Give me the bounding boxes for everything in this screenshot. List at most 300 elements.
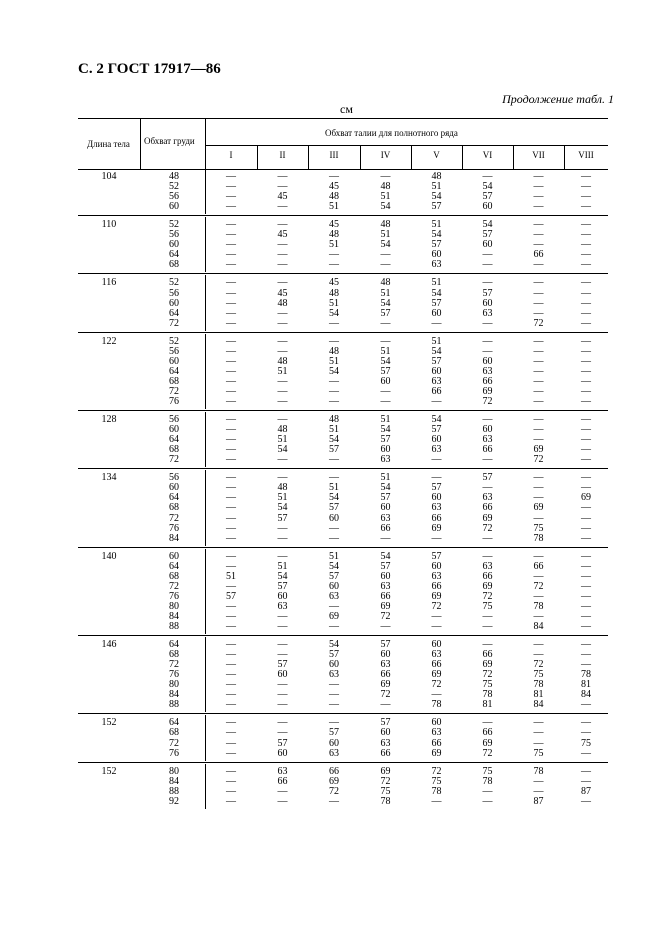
waist-value: — xyxy=(581,472,591,484)
waist-value: — xyxy=(533,649,544,661)
waist-value: 81 xyxy=(581,679,591,691)
waist-value: — xyxy=(581,590,591,602)
waist-value: 66 xyxy=(431,512,442,524)
waist-value: 57 xyxy=(482,472,493,484)
waist-value: — xyxy=(482,277,493,289)
waist-value: — xyxy=(329,472,339,484)
waist-value: — xyxy=(581,287,591,299)
waist-value: — xyxy=(581,659,591,671)
waist-value: 54 xyxy=(380,355,391,367)
waist-value: — xyxy=(581,717,591,729)
waist-value: — xyxy=(226,775,236,787)
waist-value: 60 xyxy=(380,649,391,661)
waist-value: — xyxy=(329,795,339,807)
waist-value: — xyxy=(226,649,236,661)
waist-value: 69 xyxy=(482,512,493,524)
waist-value: 48 xyxy=(329,229,339,241)
waist-value: — xyxy=(277,345,288,357)
waist-value: — xyxy=(533,181,544,193)
chest-value: 88 xyxy=(169,785,179,797)
document-header: С. 2 ГОСТ 17917—86 xyxy=(78,61,221,77)
waist-value: 54 xyxy=(482,219,493,231)
waist-value: 54 xyxy=(431,229,442,241)
waist-value: 60 xyxy=(482,355,493,367)
waist-value: 63 xyxy=(431,444,442,456)
waist-value: — xyxy=(581,795,591,807)
waist-value: — xyxy=(533,610,544,622)
size-group-header: VII xyxy=(532,150,545,160)
waist-value: 57 xyxy=(329,502,339,514)
waist-value: 48 xyxy=(380,219,391,231)
waist-value: — xyxy=(277,522,288,534)
waist-value: 48 xyxy=(431,171,442,182)
waist-value: 51 xyxy=(380,229,391,241)
waist-value: 78 xyxy=(533,679,544,691)
body-divider xyxy=(205,637,206,712)
waist-value: 63 xyxy=(329,747,339,759)
waist-value: 69 xyxy=(533,502,544,514)
waist-value: 57 xyxy=(482,287,493,299)
waist-value: — xyxy=(277,201,288,213)
waist-value: — xyxy=(581,191,591,203)
waist-value: 51 xyxy=(380,414,391,426)
size-group-header: III xyxy=(329,150,339,160)
waist-value: 63 xyxy=(431,375,442,387)
waist-value: 54 xyxy=(277,444,288,456)
waist-value: 60 xyxy=(329,580,339,592)
waist-value: — xyxy=(277,249,288,261)
waist-value: — xyxy=(277,679,288,691)
body-length-value: 140 xyxy=(101,550,117,562)
waist-value: — xyxy=(581,747,591,759)
waist-value: — xyxy=(533,385,544,397)
length-column-header: Длина тела xyxy=(87,139,130,149)
waist-value: — xyxy=(431,532,442,544)
body-length-value: 104 xyxy=(101,171,117,182)
waist-value: — xyxy=(581,532,591,544)
waist-value: — xyxy=(226,259,236,271)
waist-value: 60 xyxy=(380,375,391,387)
waist-value: — xyxy=(226,297,236,309)
waist-value: — xyxy=(533,414,544,426)
waist-value: 69 xyxy=(431,590,442,602)
waist-value: — xyxy=(581,277,591,289)
waist-value: 51 xyxy=(329,297,339,309)
body-length-value: 110 xyxy=(101,219,117,231)
body-length-value: 152 xyxy=(101,717,117,729)
waist-value: 72 xyxy=(329,785,339,797)
chest-value: 68 xyxy=(169,649,179,661)
waist-value: — xyxy=(226,345,236,357)
waist-value: — xyxy=(380,171,391,182)
waist-value: 57 xyxy=(380,434,391,446)
waist-value: — xyxy=(533,191,544,203)
waist-value: 78 xyxy=(533,765,544,777)
waist-value: 60 xyxy=(380,444,391,456)
waist-value: — xyxy=(226,277,236,289)
waist-value: — xyxy=(277,717,288,729)
chest-value: 80 xyxy=(169,679,179,691)
waist-value: — xyxy=(329,689,339,701)
waist-value: — xyxy=(226,424,236,436)
chest-value: 76 xyxy=(169,590,179,602)
waist-value: — xyxy=(581,512,591,524)
waist-value: — xyxy=(329,621,339,632)
waist-value: — xyxy=(581,219,591,231)
waist-value: 57 xyxy=(380,717,391,729)
waist-value: — xyxy=(533,424,544,436)
header-divider-2 xyxy=(205,118,206,169)
waist-value: — xyxy=(226,249,236,261)
waist-value: 63 xyxy=(482,492,493,504)
waist-value: 48 xyxy=(277,482,288,494)
waist-value: — xyxy=(482,259,493,271)
waist-value: 72 xyxy=(533,580,544,592)
waist-value: 57 xyxy=(329,649,339,661)
waist-value: 60 xyxy=(380,502,391,514)
waist-value: — xyxy=(482,785,493,797)
waist-value: 69 xyxy=(329,610,339,622)
waist-value: 78 xyxy=(482,775,493,787)
waist-value: 66 xyxy=(482,502,493,514)
waist-value: 69 xyxy=(482,659,493,671)
waist-value: — xyxy=(581,550,591,562)
waist-value: — xyxy=(533,201,544,213)
waist-value: 63 xyxy=(431,727,442,739)
chest-value: 88 xyxy=(169,621,179,632)
waist-value: 60 xyxy=(482,239,493,251)
waist-value: — xyxy=(226,492,236,504)
waist-value: — xyxy=(581,375,591,387)
waist-value: — xyxy=(277,454,288,466)
waist-value: 75 xyxy=(431,775,442,787)
waist-value: — xyxy=(482,482,493,494)
waist-value: 48 xyxy=(329,287,339,299)
waist-value: 48 xyxy=(380,277,391,289)
waist-value: 54 xyxy=(380,550,391,562)
body-divider xyxy=(205,715,206,760)
waist-value: — xyxy=(226,414,236,426)
waist-value: — xyxy=(226,522,236,534)
chest-value: 72 xyxy=(169,580,179,592)
chest-value: 52 xyxy=(169,335,179,347)
waist-value: — xyxy=(226,317,236,329)
waist-value: 60 xyxy=(380,727,391,739)
waist-value: — xyxy=(581,317,591,329)
waist-value: 84 xyxy=(533,699,544,711)
waist-value: 57 xyxy=(277,512,288,524)
waist-value: — xyxy=(431,689,442,701)
waist-value: 54 xyxy=(329,492,339,504)
waist-value: 51 xyxy=(277,492,288,504)
waist-value: — xyxy=(277,239,288,251)
waist-value: — xyxy=(533,482,544,494)
waist-value: 45 xyxy=(329,277,339,289)
waist-value: 75 xyxy=(380,785,391,797)
waist-value: 66 xyxy=(380,590,391,602)
waist-value: 72 xyxy=(431,600,442,612)
waist-value: — xyxy=(277,317,288,329)
waist-value: — xyxy=(581,649,591,661)
body-length-value: 134 xyxy=(101,472,117,484)
waist-value: 66 xyxy=(482,375,493,387)
waist-value: 69 xyxy=(581,492,591,504)
waist-value: — xyxy=(277,699,288,711)
waist-group-header: Обхват талии для полнотного ряда xyxy=(325,128,458,138)
waist-value: — xyxy=(329,522,339,534)
waist-value: 63 xyxy=(329,669,339,681)
waist-value: — xyxy=(533,277,544,289)
waist-value: 48 xyxy=(329,191,339,203)
waist-value: 60 xyxy=(431,365,442,377)
waist-value: 87 xyxy=(533,795,544,807)
waist-value: — xyxy=(380,621,391,632)
waist-value: — xyxy=(226,580,236,592)
waist-value: — xyxy=(329,396,339,407)
waist-value: 57 xyxy=(431,201,442,213)
waist-value: — xyxy=(226,287,236,299)
waist-value: 63 xyxy=(329,590,339,602)
waist-value: — xyxy=(226,560,236,572)
waist-value: — xyxy=(581,621,591,632)
waist-value: — xyxy=(277,307,288,319)
waist-value: — xyxy=(277,396,288,407)
waist-value: 54 xyxy=(329,560,339,572)
waist-value: 69 xyxy=(482,737,493,749)
waist-value: — xyxy=(581,171,591,182)
waist-value: 69 xyxy=(431,747,442,759)
waist-value: — xyxy=(277,414,288,426)
waist-value: — xyxy=(329,532,339,544)
waist-value: — xyxy=(482,414,493,426)
waist-value: 63 xyxy=(431,649,442,661)
waist-value: 45 xyxy=(329,181,339,193)
waist-value: 60 xyxy=(277,590,288,602)
waist-value: — xyxy=(380,532,391,544)
waist-value: — xyxy=(431,610,442,622)
waist-value: — xyxy=(533,550,544,562)
waist-value: — xyxy=(533,335,544,347)
waist-value: — xyxy=(226,472,236,484)
chest-value: 60 xyxy=(169,424,179,436)
waist-value: — xyxy=(581,239,591,251)
waist-value: — xyxy=(226,191,236,203)
waist-value: 72 xyxy=(380,775,391,787)
waist-value: — xyxy=(226,689,236,701)
chest-value: 76 xyxy=(169,522,179,534)
chest-value: 56 xyxy=(169,191,179,203)
chest-value: 56 xyxy=(169,345,179,357)
chest-value: 60 xyxy=(169,239,179,251)
waist-value: — xyxy=(581,699,591,711)
waist-value: — xyxy=(533,717,544,729)
chest-value: 60 xyxy=(169,297,179,309)
waist-value: — xyxy=(226,181,236,193)
waist-value: 54 xyxy=(329,434,339,446)
waist-value: — xyxy=(329,317,339,329)
block-separator xyxy=(78,635,608,636)
body-length-value: 152 xyxy=(101,765,117,777)
chest-value: 72 xyxy=(169,512,179,524)
waist-value: — xyxy=(226,375,236,387)
waist-value: 66 xyxy=(533,560,544,572)
waist-value: — xyxy=(329,259,339,271)
waist-value: 69 xyxy=(380,679,391,691)
waist-value: 63 xyxy=(380,737,391,749)
waist-value: 66 xyxy=(482,444,493,456)
header-bottom-rule xyxy=(78,169,608,170)
waist-value: 57 xyxy=(329,444,339,456)
chest-value: 76 xyxy=(169,396,179,407)
waist-value: 63 xyxy=(431,570,442,582)
waist-value: 54 xyxy=(380,239,391,251)
waist-value: — xyxy=(533,171,544,182)
chest-value: 48 xyxy=(169,171,179,182)
size-group-header: V xyxy=(433,150,440,160)
waist-value: 57 xyxy=(277,580,288,592)
waist-value: 45 xyxy=(277,191,288,203)
waist-value: 78 xyxy=(533,532,544,544)
waist-value: 72 xyxy=(482,590,493,602)
waist-value: — xyxy=(226,385,236,397)
waist-value: — xyxy=(533,492,544,504)
waist-value: — xyxy=(581,335,591,347)
waist-value: — xyxy=(482,795,493,807)
waist-value: 57 xyxy=(431,297,442,309)
waist-value: — xyxy=(380,385,391,397)
waist-value: — xyxy=(533,639,544,651)
waist-value: — xyxy=(380,335,391,347)
chest-value: 72 xyxy=(169,317,179,329)
waist-value: 60 xyxy=(482,297,493,309)
waist-value: — xyxy=(277,550,288,562)
waist-value: — xyxy=(277,649,288,661)
waist-value: — xyxy=(226,229,236,241)
waist-value: 63 xyxy=(431,502,442,514)
waist-value: — xyxy=(581,580,591,592)
waist-value: 63 xyxy=(380,454,391,466)
waist-value: — xyxy=(482,717,493,729)
waist-value: 60 xyxy=(431,434,442,446)
waist-value: — xyxy=(329,454,339,466)
waist-value: — xyxy=(277,532,288,544)
table-top-rule xyxy=(78,118,608,119)
waist-value: 63 xyxy=(431,259,442,271)
chest-value: 68 xyxy=(169,727,179,739)
waist-value: 72 xyxy=(380,689,391,701)
waist-value: 78 xyxy=(431,699,442,711)
waist-value: — xyxy=(226,454,236,466)
waist-value: 51 xyxy=(431,335,442,347)
waist-value: 57 xyxy=(431,239,442,251)
waist-value: — xyxy=(329,385,339,397)
waist-value: 72 xyxy=(482,522,493,534)
waist-value: — xyxy=(581,610,591,622)
waist-value: — xyxy=(581,560,591,572)
waist-value: — xyxy=(581,355,591,367)
waist-value: 75 xyxy=(533,522,544,534)
waist-value: 72 xyxy=(431,765,442,777)
waist-value: — xyxy=(226,307,236,319)
waist-value: — xyxy=(482,610,493,622)
header-divider-1 xyxy=(140,118,141,169)
waist-value: — xyxy=(581,482,591,494)
waist-value: 63 xyxy=(277,765,288,777)
waist-value: — xyxy=(533,365,544,377)
waist-value: 54 xyxy=(431,191,442,203)
waist-value: — xyxy=(277,259,288,271)
waist-value: — xyxy=(226,532,236,544)
chest-column-header: Обхват груди xyxy=(144,136,195,146)
waist-value: 51 xyxy=(329,482,339,494)
waist-value: — xyxy=(277,610,288,622)
waist-value: 60 xyxy=(431,249,442,261)
waist-value: — xyxy=(533,307,544,319)
waist-value: 60 xyxy=(431,639,442,651)
table-continuation-label: Продолжение табл. 1 xyxy=(502,92,614,106)
waist-value: — xyxy=(581,396,591,407)
waist-value: — xyxy=(226,679,236,691)
waist-value: — xyxy=(226,396,236,407)
waist-value: — xyxy=(482,249,493,261)
waist-value: — xyxy=(226,747,236,759)
waist-value: — xyxy=(380,259,391,271)
waist-value: — xyxy=(581,414,591,426)
waist-value: 48 xyxy=(277,297,288,309)
waist-value: 66 xyxy=(380,669,391,681)
waist-value: 81 xyxy=(482,699,493,711)
waist-value: — xyxy=(380,249,391,261)
waist-value: 57 xyxy=(329,727,339,739)
block-separator xyxy=(78,332,608,333)
body-length-value: 116 xyxy=(101,277,117,289)
waist-value: — xyxy=(329,699,339,711)
waist-value: 66 xyxy=(329,765,339,777)
waist-value: — xyxy=(482,532,493,544)
waist-value: — xyxy=(329,717,339,729)
waist-value: — xyxy=(277,219,288,231)
waist-value: 60 xyxy=(431,560,442,572)
block-separator xyxy=(78,713,608,714)
waist-value: — xyxy=(482,621,493,632)
waist-value: 60 xyxy=(329,737,339,749)
chest-value: 60 xyxy=(169,355,179,367)
waist-value: 63 xyxy=(380,512,391,524)
waist-value: 54 xyxy=(329,639,339,651)
waist-value: 81 xyxy=(533,689,544,701)
waist-value: — xyxy=(581,201,591,213)
waist-value: — xyxy=(533,472,544,484)
waist-value: — xyxy=(533,355,544,367)
waist-value: 69 xyxy=(431,669,442,681)
chest-value: 72 xyxy=(169,659,179,671)
waist-value: 66 xyxy=(277,775,288,787)
waist-value: — xyxy=(226,201,236,213)
waist-value: — xyxy=(581,365,591,377)
chest-value: 72 xyxy=(169,385,179,397)
waist-value: 54 xyxy=(277,570,288,582)
waist-value: — xyxy=(226,621,236,632)
waist-value: — xyxy=(226,355,236,367)
waist-value: 69 xyxy=(533,444,544,456)
body-divider xyxy=(205,470,206,545)
waist-value: — xyxy=(581,229,591,241)
waist-value: 51 xyxy=(329,550,339,562)
waist-value: 75 xyxy=(482,600,493,612)
waist-value: 57 xyxy=(226,590,236,602)
waist-value: — xyxy=(581,600,591,612)
waist-value: 87 xyxy=(581,785,591,797)
